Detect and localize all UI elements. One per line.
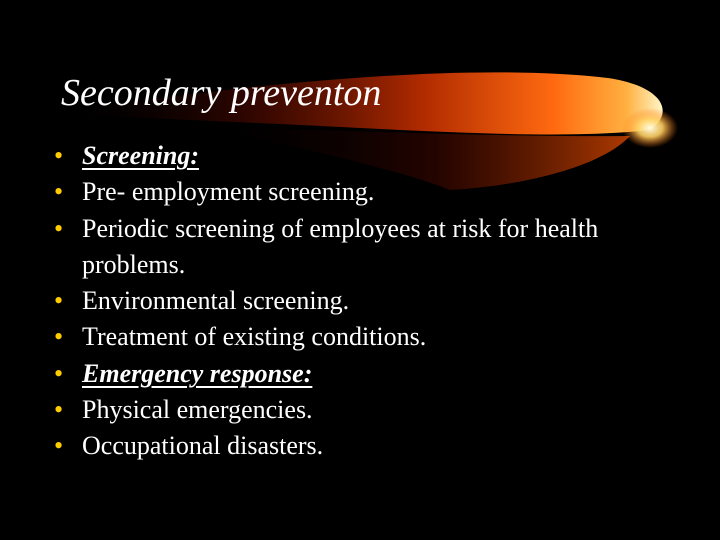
bullet-text: Occupational disasters. xyxy=(82,431,324,461)
bullet-dot-icon: • xyxy=(54,358,64,388)
bullet-item xyxy=(54,174,674,210)
bullet-dot-icon: • xyxy=(54,213,64,243)
bullet-item xyxy=(54,283,674,319)
bullet-dot-icon: • xyxy=(54,286,64,316)
bullet-dot-icon: • xyxy=(54,395,64,425)
bullet-item xyxy=(54,319,674,355)
bullet-text: Periodic screening of employees at risk for health problems. xyxy=(82,213,599,279)
bullet-text: Treatment of existing conditions. xyxy=(82,322,427,352)
bullet-text: Environmental screening. xyxy=(82,286,350,316)
bullet-list xyxy=(54,138,674,465)
bullet-item xyxy=(54,211,674,284)
slide-title: Secondary preventon xyxy=(61,72,382,114)
bullet-dot-icon: • xyxy=(54,431,64,461)
bullet-text: Physical emergencies. xyxy=(82,395,313,425)
bullet-heading: Emergency response: xyxy=(82,358,313,388)
bullet-item xyxy=(54,392,674,428)
bullet-heading: Screening: xyxy=(82,141,199,170)
bullet-item xyxy=(54,428,674,464)
bullet-item xyxy=(54,356,674,392)
bullet-text: Pre- employment screening. xyxy=(82,177,375,207)
bullet-dot-icon: • xyxy=(54,177,64,207)
bullet-dot-icon: • xyxy=(54,141,64,170)
bullet-dot-icon: • xyxy=(54,322,64,352)
bullet-item xyxy=(54,138,674,174)
